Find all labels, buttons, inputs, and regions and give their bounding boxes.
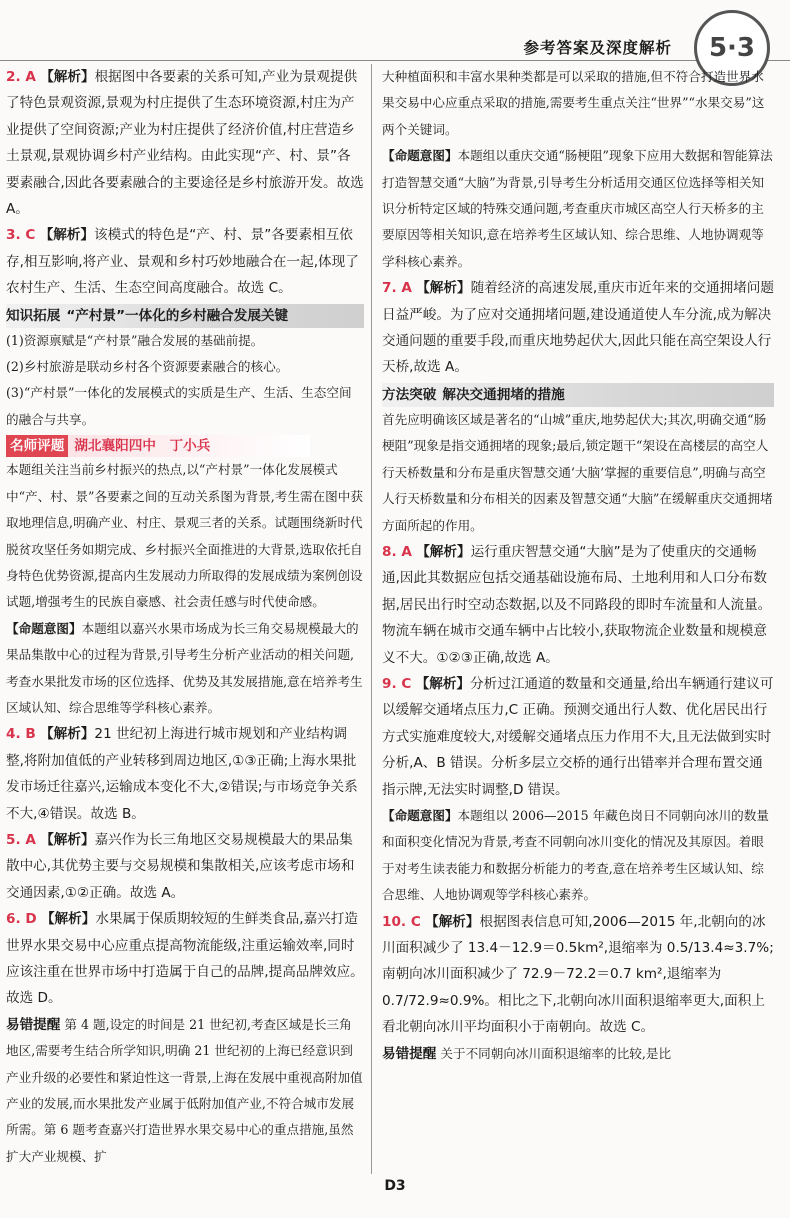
answer-5	[6, 827, 364, 906]
intent-3	[382, 803, 774, 909]
header-title: 参考答案及深度解析	[523, 39, 672, 57]
error-reminder-1	[6, 1012, 364, 1170]
teacher-label: 名师评题	[6, 435, 68, 457]
intent-text: 本题组以嘉兴水果市场成为长三角交易规模最大的果品集散中心的过程为背景,引导考生分析产业活动的相关问题,考查水果批发市场的区位选择、优势及其发展措施,意在培养考生区域认知、综合思维等学科核心素养。	[6, 620, 363, 715]
knowledge-label: 知识拓展	[6, 307, 61, 324]
answer-9	[382, 671, 774, 803]
intent-text: 本题组以 2006—2015 年藏色岗日不同朝向冰川的数量和面积变化情况为背景,考查不同朝向冰川变化的情况及其原因。着眼于对考生读表能力和数据分析能力的考查,意在培养考生区域认知、综合思维、人地协调观等学科核心素养。	[382, 807, 769, 903]
right-column	[382, 64, 774, 1067]
answer-text: 随着经济的高速发展,重庆市近年来的交通拥堵问题日益严峻。为了应对交通拥堵问题,建设通道使人车分流,成为解决交通问题的重要手段,而重庆地势起伏大,因此只能在高空架设人行天桥,故选 A。	[382, 280, 774, 376]
analysis-label: 【解析】	[425, 913, 480, 930]
badge-text: 5·3	[708, 33, 756, 63]
intent-label: 【命题意图】	[382, 807, 458, 823]
answer-number: 7. A	[382, 280, 412, 297]
teacher-name: 湖北襄阳四中 丁小兵	[68, 435, 310, 457]
left-column	[6, 64, 364, 1170]
knowledge-item: (3)“产村景”一体化的发展模式的实质是生产、生活、生态空间的融合与共享。	[6, 385, 352, 427]
answer-7	[382, 275, 774, 381]
answer-6	[6, 906, 364, 1012]
answer-text: 嘉兴作为长三角地区交易规模最大的果品集散中心,其优势主要与交易规模和集散相关,应该考虑市场和交通因素,①②正确。故选 A。	[6, 831, 355, 901]
answer-number: 6. D	[6, 911, 37, 928]
answer-text: 该模式的特色是“产、村、景”各要素相互依存,相互影响,将产业、景观和乡村巧妙地融合在一起,体现了农村生产、生活、生态空间高度融合。故选 C。	[6, 227, 359, 297]
error-continuation: 大种植面积和丰富水果种类都是可以采取的措施,但不符合打造世界水果交易中心应重点采取的措施,需要考生重点关注“世界”“水果交易”这两个关键词。	[382, 69, 765, 137]
intent-label: 【命题意图】	[6, 620, 82, 636]
answer-text: 根据图表信息可知,2006—2015 年,北朝向的冰川面积减少了 13.4－12.9＝0.5km²,退缩率为 0.5/13.4≈3.7%;南朝向冰川面积减少了 72.9－72.2＝0.7 km²,退缩率为 0.7/72.9≈0.9%。相比之下,北朝向冰川面积退缩率更大,面积上看北朝向冰川平均面积小于南朝向。故选 C。	[382, 913, 774, 1036]
answer-number: 4. B	[6, 726, 36, 743]
teacher-comment-text: 本题组关注当前乡村振兴的热点,以“产村景”一体化发展模式中“产、村、景”各要素之间的互动关系图为背景,考生需在图中获取地理信息,明确产业、村庄、景观三者的关系。试题围绕新时代脱贫攻坚任务如期完成、乡村振兴全面推进的大背景,选取依托自身特色优势资源,提高内生发展动力所取得的发展成绩为案例创设试题,增强考生的民族自豪感、社会责任感与时代使命感。	[6, 462, 363, 610]
answer-number: 10. C	[382, 913, 421, 930]
method-title: 解决交通拥堵的措施	[442, 386, 565, 403]
intent-text: 本题组以重庆交通“肠梗阻”现象下应用大数据和智能算法打造智慧交通“大脑”为背景,引导考生分析适用交通区位选择等相关知识分析特定区域的特殊交通问题,考查重庆市城区高空人行天桥多的主要原因等相关知识,意在培养考生区域认知、综合思维、人地协调观等学科核心素养。	[382, 148, 773, 269]
method-label: 方法突破	[382, 386, 437, 403]
answer-text: 根据图中各要素的关系可知,产业为景观提供了特色景观资源,景观为村庄提供了生态环境资源,村庄为产业提供了空间资源;产业为村庄提供了经济价值,村庄营造乡土景观,景观协调乡村产业结构。由此实现“产、村、景”各要素融合,因此各要素融合的主要途径是乡村旅游开发。故选 A。	[6, 69, 364, 218]
answer-text: 分析过江通道的数量和交通量,给出车辆通行建议可以缓解交通堵点压力,C 正确。预测交通出行人数、优化居民出行方式实施难度较大,对缓解交通堵点压力作用不大,且无法做到实时分析,A、B 错误。分析多层立交桥的通行出错率并合理布置交通指示牌,无法实时调整,D 错误。	[382, 675, 774, 798]
page-number: D3	[384, 1178, 406, 1194]
answer-8	[382, 539, 774, 671]
answer-2	[6, 64, 364, 222]
answer-3	[6, 222, 364, 301]
analysis-label: 【解析】	[40, 831, 95, 848]
answer-number: 5. A	[6, 831, 36, 848]
analysis-label: 【解析】	[40, 69, 95, 85]
answer-number: 8. A	[382, 543, 412, 560]
error-label: 易错提醒	[6, 1016, 61, 1033]
teacher-comment-bar	[6, 435, 364, 457]
method-text: 首先应明确该区域是著名的“山城”重庆,地势起伏大;其次,明确交通“肠梗阻”现象是指交通拥堵的现象;最后,锁定题干“架设在高楼层的高空人行天桥数量和分布是重庆智慧交通‘大脑’掌握的重要信息”,明确与高空人行天桥数量和分布相关的因素及智慧交通“大脑”在缓解重庆交通拥堵方面所起的作用。	[382, 411, 773, 533]
knowledge-item: (1)资源禀赋是“产村景”融合发展的基础前提。	[6, 332, 264, 348]
analysis-label: 【解析】	[39, 227, 95, 244]
analysis-label: 【解析】	[415, 675, 471, 692]
error-text: 第 4 题,设定的时间是 21 世纪初,考查区域是长三角地区,需要考生结合所学知识,明确 21 世纪初的上海已经意识到产业升级的必要性和紧迫性这一背景,上海在发展中重视高附加值产业的发展,而水果批发产业属于低附加值产业,不符合城市发展所需。第 6 题考查嘉兴打造世界水果交易中心的重点措施,虽然扩大产业规模、扩	[6, 1016, 363, 1164]
intent-2	[382, 143, 774, 275]
answer-4	[6, 721, 364, 827]
answer-text: 水果属于保质期较短的生鲜类食品,嘉兴打造世界水果交易中心应重点提高物流能级,注重运输效率,同时应该注重在世界市场中打造属于自己的品牌,提高品牌效应。故选 D。	[6, 911, 364, 1007]
knowledge-item: (2)乡村旅游是联动乡村各个资源要素融合的核心。	[6, 359, 289, 375]
error-reminder-2	[382, 1041, 774, 1067]
knowledge-title: “产村景”一体化的乡村融合发展关键	[66, 307, 289, 324]
intent-label: 【命题意图】	[382, 148, 458, 164]
answer-number: 3. C	[6, 227, 36, 244]
analysis-label: 【解析】	[40, 911, 96, 928]
answer-10	[382, 909, 774, 1041]
header-rule	[0, 60, 790, 61]
error-text: 关于不同朝向冰川面积退缩率的比较,是比	[440, 1045, 672, 1061]
answer-number: 9. C	[382, 675, 412, 692]
answer-number: 2. A	[6, 69, 36, 85]
analysis-label: 【解析】	[416, 280, 471, 297]
answer-text: 运行重庆智慧交通“大脑”是为了使重庆的交通畅通,因此其数据应包括交通基础设施布局、土地利用和人口分布数据,居民出行时空动态数据,以及不同路段的即时车流量和人流量。物流车辆在城市交通车辆中占比较小,获取物流企业数量和规模意义不大。①②③正确,故选 A。	[382, 543, 772, 666]
column-divider	[371, 64, 372, 1174]
intent-1	[6, 616, 364, 722]
analysis-label: 【解析】	[416, 543, 471, 560]
knowledge-extension-bar	[6, 304, 364, 328]
method-bar	[382, 383, 774, 407]
analysis-label: 【解析】	[40, 726, 95, 743]
answer-text: 21 世纪初上海进行城市规划和产业结构调整,将附加值低的产业转移到周边地区,①③正确;上海水果批发市场迁往嘉兴,运输成本变化不大,②错误;与市场竞争关系不大,④错误。故选 B。	[6, 726, 358, 822]
error-label: 易错提醒	[382, 1045, 437, 1062]
